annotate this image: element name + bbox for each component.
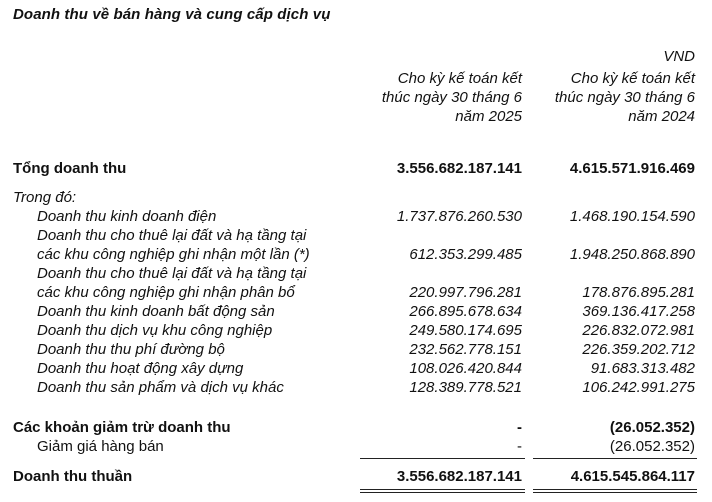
value-2024: 369.136.417.258: [582, 303, 695, 320]
table-row-label-line: [0, 263, 712, 284]
row-label: các khu công nghiệp ghi nhận phân bổ: [37, 284, 295, 301]
table-row: [0, 377, 712, 398]
column-header-line: Cho kỳ kế toán kết: [570, 70, 695, 87]
value-2025: 612.353.299.485: [409, 246, 522, 263]
row-label: Doanh thu dịch vụ khu công nghiệp: [37, 322, 273, 339]
table-row: [0, 301, 712, 322]
value-2025: 128.389.778.521: [409, 379, 522, 396]
column-header-line: Cho kỳ kế toán kết: [397, 70, 522, 87]
subtotal-rule-2025: [360, 458, 525, 459]
total-revenue-row: [0, 158, 712, 179]
column-header-line: thúc ngày 30 tháng 6: [381, 89, 522, 106]
row-label: Doanh thu thuần: [13, 468, 133, 485]
section-title: Doanh thu về bán hàng và cung cấp dịch vụ: [13, 6, 331, 23]
value-2025: 3.556.682.187.141: [396, 468, 522, 485]
value-2025: 108.026.420.844: [409, 360, 522, 377]
value-2025: 249.580.174.695: [409, 322, 522, 339]
value-2025: 1.737.876.260.530: [396, 208, 522, 225]
value-2025: -: [517, 419, 522, 436]
table-row: [0, 320, 712, 341]
row-label: Doanh thu sản phẩm và dịch vụ khác: [37, 379, 284, 396]
row-label: Doanh thu hoạt động xây dựng: [37, 360, 244, 377]
table-row: [0, 358, 712, 379]
column-header-2024: [555, 69, 695, 126]
row-label: Doanh thu kinh doanh điện: [37, 208, 217, 225]
column-header-line: năm 2025: [455, 108, 522, 125]
net-revenue-row: [0, 466, 712, 487]
value-2024: 226.359.202.712: [582, 341, 695, 358]
row-label: Doanh thu thu phí đường bộ: [37, 341, 225, 358]
row-label: Doanh thu cho thuê lại đất và hạ tầng tại: [37, 227, 307, 244]
value-2024: 4.615.571.916.469: [569, 160, 695, 177]
row-label: Trong đó:: [13, 189, 77, 206]
total-double-rule-2025-lower: [360, 492, 525, 493]
row-label: Doanh thu cho thuê lại đất và hạ tầng tại: [37, 265, 307, 282]
table-row-label-line: [0, 225, 712, 246]
total-double-rule-2025: [360, 489, 525, 490]
row-label: các khu công nghiệp ghi nhận một lần (*): [37, 246, 310, 263]
of-which-row: [0, 187, 712, 208]
value-2024: 106.242.991.275: [582, 379, 695, 396]
value-2024: 1.468.190.154.590: [569, 208, 695, 225]
table-row: [0, 282, 712, 303]
value-2024: (26.052.352): [609, 419, 695, 436]
table-row: [0, 339, 712, 360]
value-2025: 232.562.778.151: [409, 341, 522, 358]
value-2025: 3.556.682.187.141: [396, 160, 522, 177]
row-label: Doanh thu kinh doanh bất động sản: [37, 303, 275, 320]
total-double-rule-2024: [533, 489, 697, 490]
subtotal-rule-2024: [533, 458, 697, 459]
row-label: Giảm giá hàng bán: [37, 438, 164, 455]
value-2024: 4.615.545.864.117: [570, 468, 695, 485]
value-2024: 91.683.313.482: [590, 360, 695, 377]
value-2024: 1.948.250.868.890: [569, 246, 695, 263]
column-header-line: thúc ngày 30 tháng 6: [554, 89, 695, 106]
value-2024: 226.832.072.981: [582, 322, 695, 339]
table-row: [0, 206, 712, 227]
value-2025: 220.997.796.281: [409, 284, 522, 301]
value-2024: (26.052.352): [609, 438, 695, 455]
deductions-row: [0, 417, 712, 438]
discount-row: [0, 436, 712, 457]
row-label: Các khoản giảm trừ doanh thu: [13, 419, 231, 436]
value-2025: -: [517, 438, 522, 455]
currency-label: VND: [663, 48, 695, 65]
total-double-rule-2024-lower: [533, 492, 697, 493]
value-2025: 266.895.678.634: [409, 303, 522, 320]
value-2024: 178.876.895.281: [582, 284, 695, 301]
row-label: Tổng doanh thu: [13, 160, 127, 177]
column-header-line: năm 2024: [628, 108, 695, 125]
column-header-2025: [382, 69, 522, 126]
table-row: [0, 244, 712, 265]
